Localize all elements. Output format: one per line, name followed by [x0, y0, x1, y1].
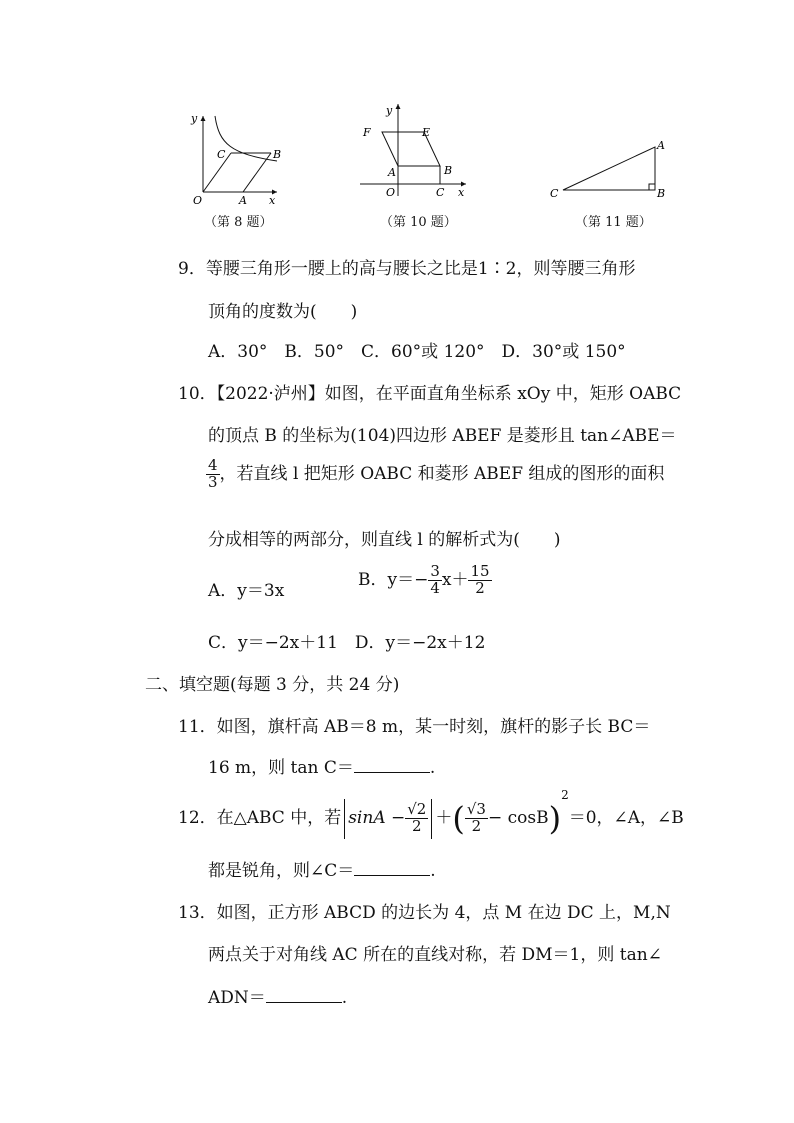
- q11-answer-blank[interactable]: [354, 758, 430, 773]
- figure-10: [358, 100, 470, 200]
- q12-frac-2: [465, 802, 488, 835]
- q12-line-2: [208, 856, 436, 881]
- q10-frac-num: 4: [208, 456, 218, 474]
- q12-exponent: 2: [561, 788, 569, 802]
- fig11-label-c: C: [550, 187, 559, 200]
- q10-frac-den: 3: [208, 472, 218, 491]
- q10-option-a: A．y＝3x: [208, 581, 285, 601]
- q10-line-3-text: ，若直线 l 把矩形 OABC 和菱形 ABEF 组成的图形的面积: [219, 463, 665, 484]
- fig8-label-b: B: [273, 148, 282, 161]
- q12-paren-close: ): [548, 799, 562, 838]
- q12-cosb: − cosB: [487, 808, 549, 828]
- fig11-label-b: B: [657, 187, 666, 200]
- section-heading: 二、填空题(每题 3 分，共 24 分): [145, 675, 400, 695]
- q10-line-1: 10．【2022·泸州】如图，在平面直角坐标系 xOy 中，矩形 OABC: [178, 384, 682, 404]
- q13-line-3: [208, 983, 347, 1008]
- q12-f2-den: 2: [471, 817, 482, 835]
- figure-8: [185, 108, 285, 207]
- fig10-label-b: B: [444, 164, 453, 177]
- q12-post: ＝0，∠A，∠B: [568, 808, 684, 828]
- q10-optb-f2-den: 2: [475, 578, 485, 597]
- q10-fraction: [206, 458, 220, 491]
- q13-line-3-text: ADN＝: [208, 988, 266, 1008]
- fig10-label-f: F: [363, 126, 371, 139]
- fig10-label-y: y: [386, 104, 393, 117]
- fig10-label-o: O: [386, 186, 396, 199]
- q9-line-2: 顶角的度数为( ): [208, 302, 358, 322]
- fig11-label-a: A: [657, 139, 665, 152]
- q10-line-2: 的顶点 B 的坐标为(104)四边形 ABEF 是菱形且 tan∠ABE＝: [208, 426, 677, 446]
- fig8-caption: （第 8 题）: [204, 215, 273, 230]
- q13-line-2: 两点关于对角线 AC 所在的直线对称，若 DM＝1，则 tan∠: [208, 945, 662, 965]
- q10-line-4: 分成相等的两部分，则直线 l 的解析式为( ): [208, 530, 561, 550]
- fig10-label-a: A: [388, 166, 396, 179]
- q10-optb-pre: B．y＝−: [358, 569, 429, 590]
- q13-answer-blank[interactable]: [266, 988, 342, 1003]
- q11-line-2-end: .: [429, 758, 436, 778]
- q11-line-2-text: 16 m，则 tan C＝: [208, 758, 354, 778]
- q12-frac-1: [405, 802, 428, 835]
- q10-optb-frac-2: [468, 564, 491, 597]
- q12-paren-open: (: [452, 799, 465, 838]
- fig8-label-c: C: [217, 148, 226, 161]
- q10-optb-frac-1: [428, 564, 442, 597]
- q10-optb-f1-num: 3: [430, 562, 440, 580]
- q9-options: A．30° B．50° C．60°或 120° D．30°或 150°: [208, 342, 626, 362]
- figure-11: [545, 135, 670, 200]
- q13-line-3-end: .: [341, 988, 348, 1008]
- q12-f1-den: 2: [412, 817, 422, 835]
- q10-option-b: [358, 564, 492, 597]
- fig10-label-x: x: [458, 186, 465, 199]
- fig8-label-o: O: [193, 194, 203, 207]
- fig10-caption: （第 10 题）: [380, 215, 457, 230]
- q10-line-3: [206, 458, 664, 491]
- q12-sina: sinA −: [348, 808, 406, 828]
- q12-line-2-end: .: [430, 861, 436, 881]
- q12-answer-blank[interactable]: [354, 861, 430, 876]
- fig10-label-c: C: [436, 186, 445, 199]
- q12-line-2-text: 都是锐角，则∠C＝: [208, 861, 355, 881]
- q10-options-cd: C．y＝−2x＋11 D．y＝−2x＋12: [208, 633, 486, 653]
- fig11-caption: （第 11 题）: [575, 215, 652, 230]
- q11-line-1: 11．如图，旗杆高 AB＝8 m，某一时刻，旗杆的影子长 BC＝: [178, 717, 651, 737]
- q12-pre: 12．在△ABC 中，若: [178, 808, 342, 828]
- q12-plus: ＋: [435, 808, 453, 828]
- q11-line-2: [208, 753, 435, 778]
- q12-abs-close: [431, 799, 432, 839]
- q9-line-1: 9．等腰三角形一腰上的高与腰长之比是1∶2，则等腰三角形: [178, 259, 636, 279]
- q12-line-1: [178, 788, 684, 839]
- q13-line-1: 13．如图，正方形 ABCD 的边长为 4，点 M 在边 DC 上，M,N: [178, 903, 671, 923]
- fig8-label-y: y: [191, 112, 198, 125]
- q10-optb-mid: x＋: [441, 569, 469, 590]
- fig10-label-e: E: [422, 126, 431, 139]
- q12-f2-num: √3: [466, 800, 486, 819]
- q12-f1-num: √2: [407, 800, 427, 819]
- fig8-label-a: A: [239, 194, 247, 207]
- q10-optb-f1-den: 4: [430, 578, 440, 597]
- fig8-label-x: x: [269, 194, 276, 207]
- q12-abs-open: [344, 799, 345, 839]
- q10-optb-f2-num: 15: [470, 562, 490, 580]
